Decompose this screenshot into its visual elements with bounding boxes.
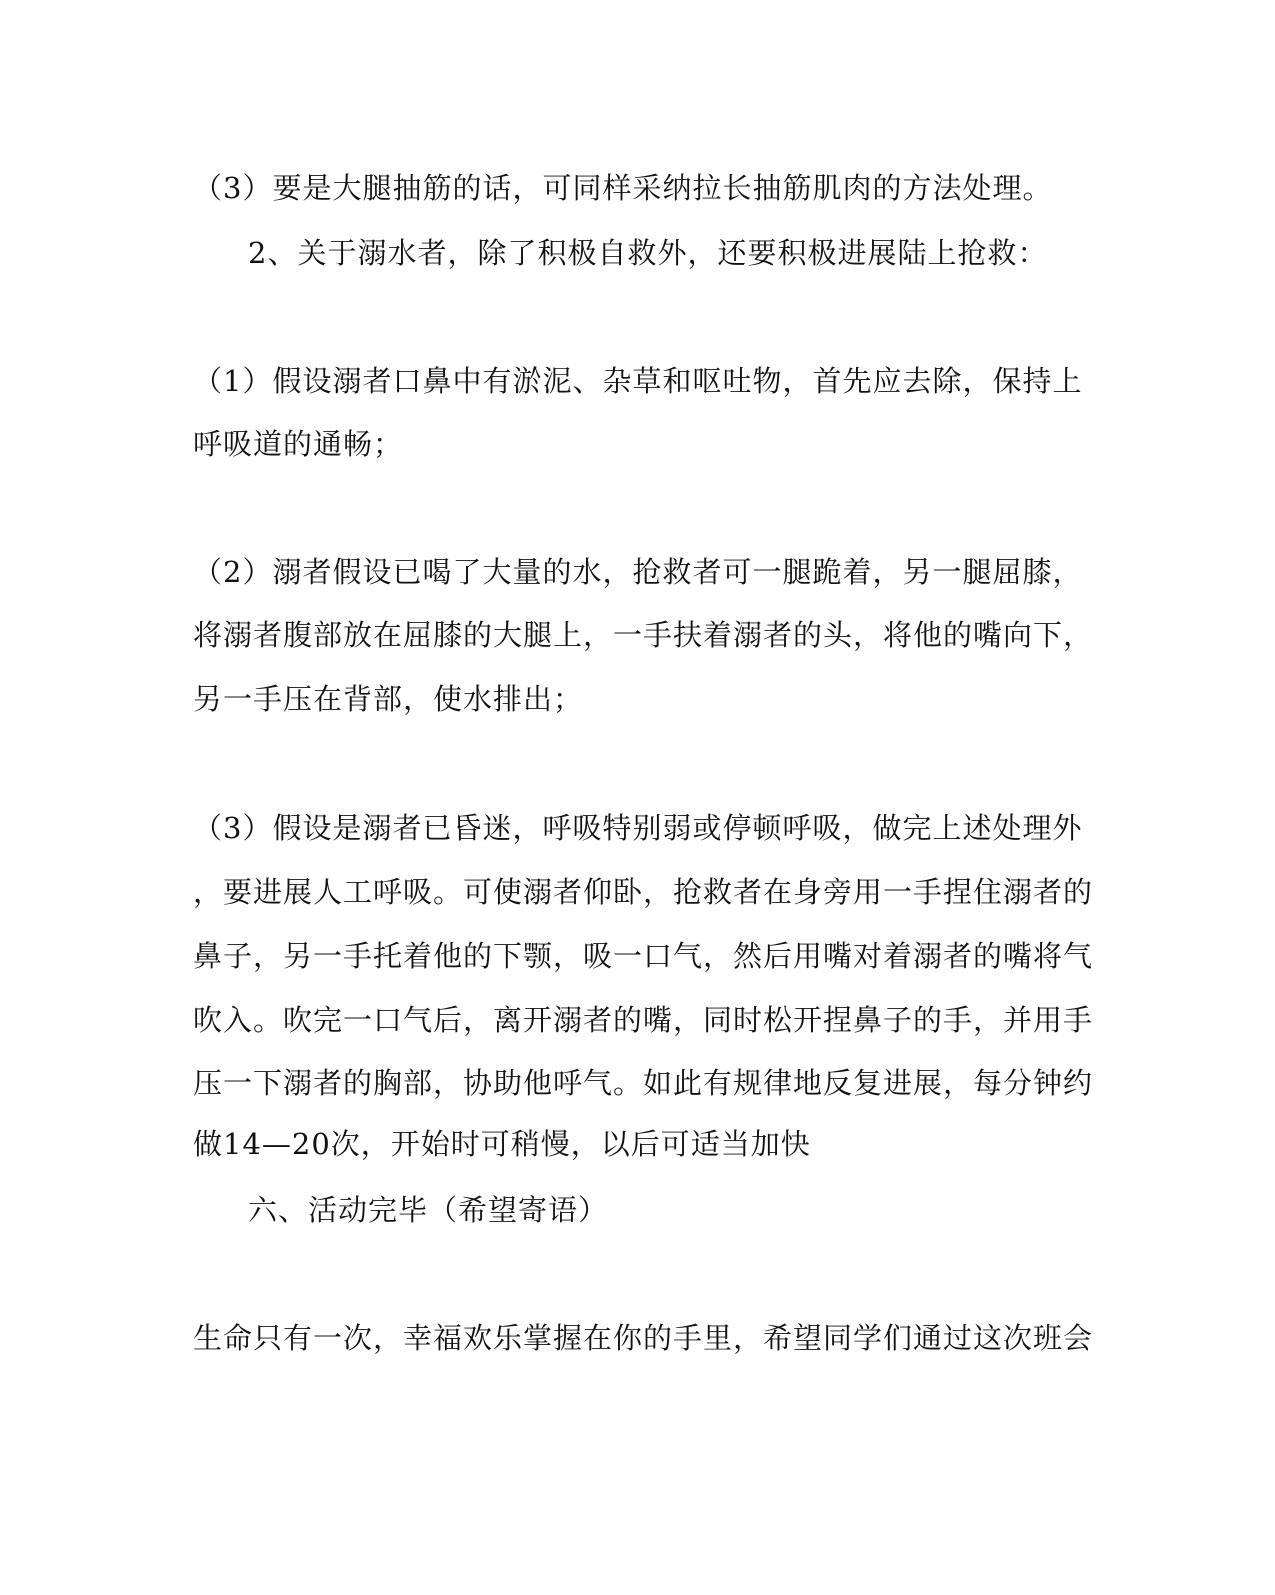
text-line-cpr-4: 吹入。吹完一口气后，离开溺者的嘴，同时松开捏鼻子的手，并用手 <box>193 1003 1094 1037</box>
text-line-cpr-1: （3）假设是溺者已昏迷，呼吸特别弱或停顿呼吸，做完上述处理外 <box>193 811 1083 845</box>
text-line-leg-cramp: （3）要是大腿抽筋的话，可同样采纳拉长抽筋肌肉的方法处理。 <box>193 171 1053 205</box>
text-line-cpr-5: 压一下溺者的胸部，协助他呼气。如此有规律地反复进展，每分钟约 <box>193 1066 1094 1100</box>
text-line-cpr-3: 鼻子，另一手托着他的下颚，吸一口气，然后用嘴对着溺者的嘴将气 <box>193 939 1094 973</box>
text-line-drain-water-2: 将溺者腹部放在屈膝的大腿上，一手扶着溺者的头，将他的嘴向下， <box>193 618 1094 652</box>
text-line-closing-message: 生命只有一次，幸福欢乐掌握在你的手里，希望同学们通过这次班会 <box>193 1321 1094 1355</box>
section-heading-closing: 六、活动完毕（希望寄语） <box>248 1193 609 1227</box>
text-line-cpr-2: ，要进展人工呼吸。可使溺者仰卧，抢救者在身旁用一手捏住溺者的 <box>193 875 1094 909</box>
text-line-cpr-6: 做14—20次，开始时可稍慢，以后可适当加快 <box>193 1127 811 1161</box>
text-line-clear-airway-2: 呼吸道的通畅； <box>193 427 404 461</box>
text-line-drowning-rescue-heading: 2、关于溺水者，除了积极自救外，还要积极进展陆上抢救： <box>248 236 1048 270</box>
text-line-clear-airway-1: （1）假设溺者口鼻中有淤泥、杂草和呕吐物，首先应去除，保持上 <box>193 364 1083 398</box>
text-line-drain-water-3: 另一手压在背部，使水排出； <box>193 682 584 716</box>
text-line-drain-water-1: （2）溺者假设已喝了大量的水，抢救者可一腿跪着，另一腿屈膝， <box>193 555 1083 589</box>
